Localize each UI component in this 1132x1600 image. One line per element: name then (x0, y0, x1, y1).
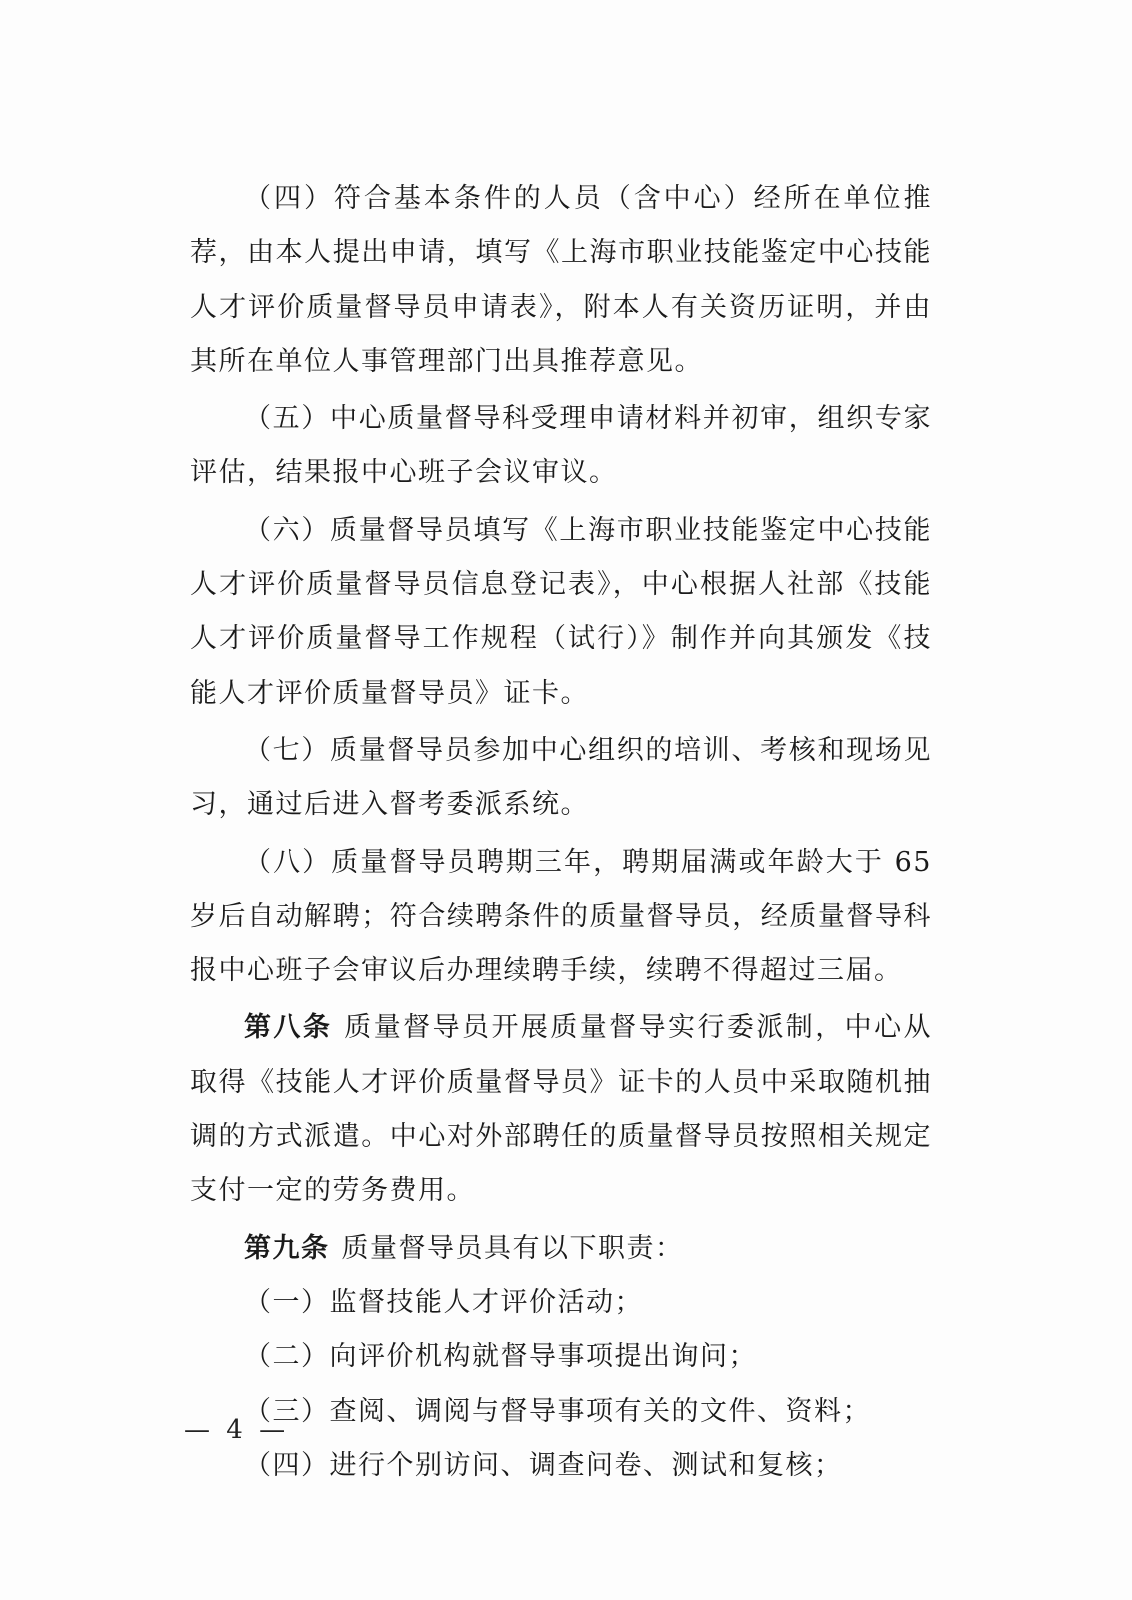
page-number: — 4 — (184, 1415, 290, 1445)
article-9-item-2: （二）向评价机构就督导事项提出询问； (244, 1341, 757, 1373)
paragraph-4: （四）符合基本条件的人员（含中心）经所在单位推荐，由本人提出申请，填写《上海市职业技能鉴定中心技能人才评价质量督导员申请表》，附本人有关资历证明，并由其所在单位人事管理部门出具推荐意见。 (190, 183, 932, 377)
article-9-item-4: （四）进行个别访问、调查问卷、测试和复核； (244, 1449, 843, 1481)
paragraph-5: （五）中心质量督导科受理申请材料并初审，组织专家评估，结果报中心班子会议审议。 (190, 403, 932, 489)
article-8-label: 第八条 (244, 1012, 333, 1044)
article-9-item-3: （三）查阅、调阅与督导事项有关的文件、资料； (244, 1395, 871, 1427)
article-8 (190, 1001, 932, 1218)
article-9-label: 第九条 (244, 1232, 330, 1264)
document-body (190, 172, 932, 1493)
paragraph-8: （八）质量督导员聘期三年，聘期届满或年龄大于 65岁后自动解聘；符合续聘条件的质量督导员，经质量督导科报中心班子会审议后办理续聘手续，续聘不得超过三届。 (190, 846, 932, 987)
article-9 (190, 1222, 932, 1276)
article-9-item-1: （一）监督技能人才评价活动； (244, 1286, 643, 1318)
paragraph-7: （七）质量督导员参加中心组织的培训、考核和现场见习，通过后进入督考委派系统。 (190, 734, 932, 821)
article-9-text: 质量督导员具有以下职责： (341, 1232, 684, 1264)
paragraph-6: （六）质量督导员填写《上海市职业技能鉴定中心技能人才评价质量督导员信息登记表》，中心根据人社部《技能人才评价质量督导工作规程（试行）》制作并向其颁发《技能人才评价质量督导员》证卡。 (190, 514, 932, 709)
article-8-text: 质量督导员开展质量督导实行委派制，中心从取得《技能人才评价质量督导员》证卡的人员中采取随机抽调的方式派遣。中心对外部聘任的质量督导员按照相关规定支付一定的劳务费用。 (190, 1012, 933, 1207)
